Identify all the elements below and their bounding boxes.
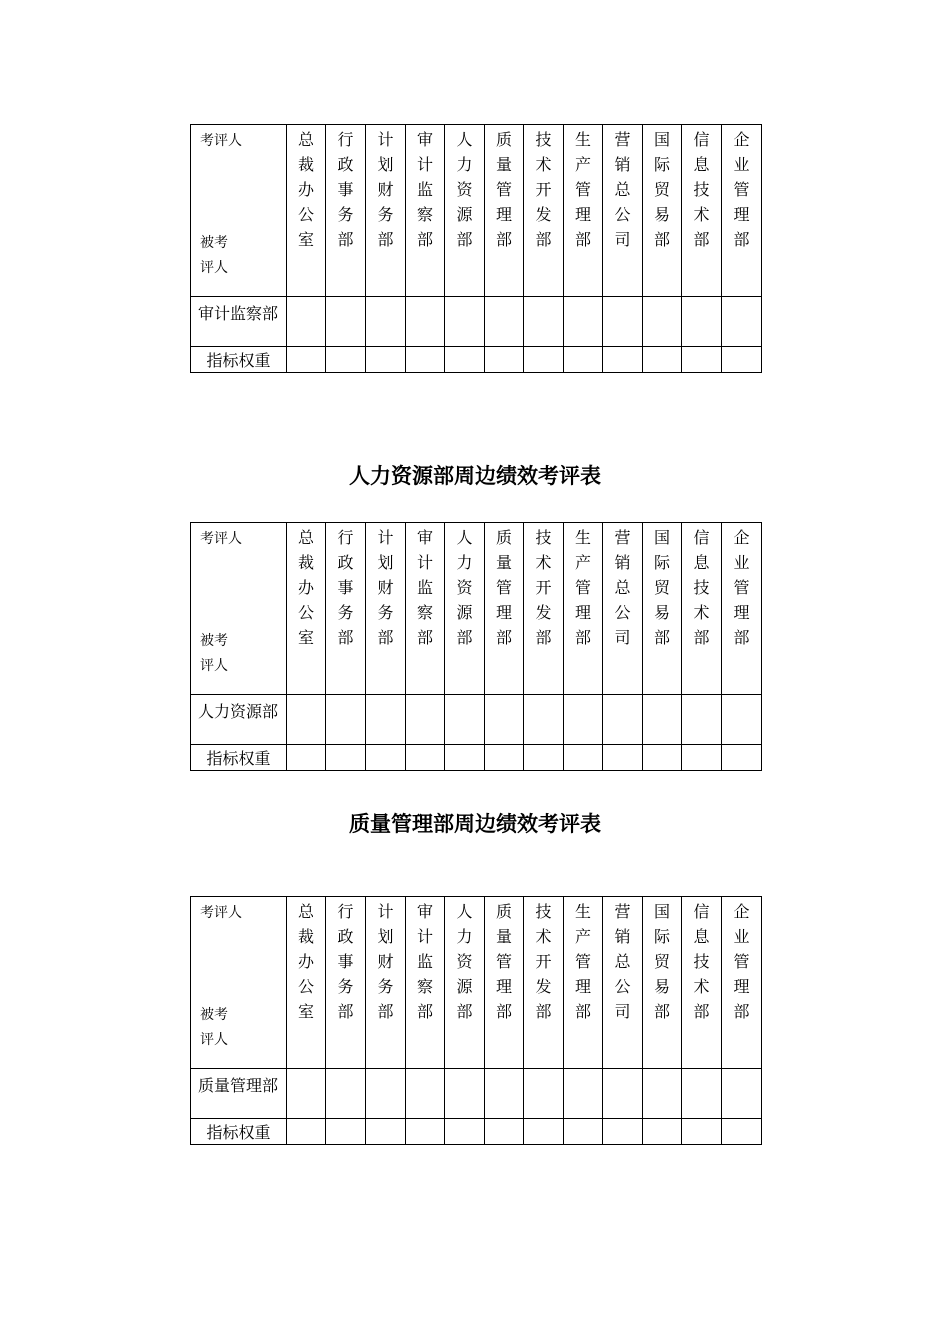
score-cell[interactable] [643, 297, 682, 347]
weight-cell[interactable] [326, 745, 366, 771]
department-name: 行 政 事 务 部 [337, 902, 354, 1021]
score-cell[interactable] [722, 1069, 762, 1119]
department-header-cell [485, 523, 524, 695]
department-header-cell [564, 125, 603, 297]
weight-row [191, 347, 762, 373]
department-header-cell [722, 897, 762, 1069]
department-name: 信 息 技 术 部 [693, 902, 710, 1021]
department-name: 营 销 总 公 司 [614, 902, 631, 1021]
department-header-cell [682, 897, 722, 1069]
evaluatee-label: 被考评人 [200, 1007, 228, 1048]
department-name: 人 力 资 源 部 [456, 130, 473, 249]
score-cell[interactable] [643, 1069, 682, 1119]
score-cell[interactable] [603, 1069, 643, 1119]
score-cell[interactable] [445, 1069, 485, 1119]
weight-cell[interactable] [564, 347, 603, 373]
evaluator-label: 考评人 [200, 133, 242, 149]
score-cell[interactable] [722, 695, 762, 745]
score-cell[interactable] [406, 297, 445, 347]
department-name: 人 力 资 源 部 [456, 902, 473, 1021]
department-header-cell [564, 897, 603, 1069]
department-header-cell [643, 125, 682, 297]
department-header-cell [603, 125, 643, 297]
department-name: 信 息 技 术 部 [693, 130, 710, 249]
weight-cell[interactable] [682, 745, 722, 771]
department-header-cell [366, 523, 406, 695]
department-name: 技 术 开 发 部 [535, 902, 552, 1021]
weight-cell[interactable] [445, 1119, 485, 1145]
score-cell[interactable] [603, 695, 643, 745]
weight-cell[interactable] [643, 1119, 682, 1145]
evaluatee-department: 质量管理部 [191, 1069, 287, 1119]
score-cell[interactable] [682, 695, 722, 745]
evaluation-table [190, 124, 762, 373]
weight-cell[interactable] [643, 347, 682, 373]
corner-header-cell [191, 523, 287, 695]
score-cell[interactable] [445, 695, 485, 745]
weight-cell[interactable] [445, 347, 485, 373]
weight-cell[interactable] [366, 347, 406, 373]
header-row [191, 897, 762, 1069]
weight-cell[interactable] [406, 745, 445, 771]
weight-cell[interactable] [603, 745, 643, 771]
department-header-cell [524, 897, 564, 1069]
department-header-cell [445, 897, 485, 1069]
evaluation-table [190, 896, 762, 1145]
evaluatee-row [191, 1069, 762, 1119]
department-name: 质 量 管 理 部 [495, 902, 512, 1021]
department-header-cell [643, 523, 682, 695]
evaluatee-row [191, 297, 762, 347]
weight-cell[interactable] [722, 347, 762, 373]
department-name: 企 业 管 理 部 [733, 130, 750, 249]
score-cell[interactable] [406, 1069, 445, 1119]
department-header-cell [287, 523, 326, 695]
department-header-cell [603, 523, 643, 695]
department-header-cell [326, 125, 366, 297]
score-cell[interactable] [326, 297, 366, 347]
weight-label: 指标权重 [191, 347, 287, 373]
department-name: 技 术 开 发 部 [535, 130, 552, 249]
department-name: 企 业 管 理 部 [733, 902, 750, 1021]
weight-cell[interactable] [287, 745, 326, 771]
department-name: 总 裁 办 公 室 [297, 130, 314, 249]
department-name: 企 业 管 理 部 [733, 528, 750, 647]
department-name: 计 划 财 务 部 [377, 528, 394, 647]
score-cell[interactable] [445, 297, 485, 347]
department-name: 人 力 资 源 部 [456, 528, 473, 647]
weight-cell[interactable] [722, 1119, 762, 1145]
weight-cell[interactable] [682, 1119, 722, 1145]
department-name: 生 产 管 理 部 [574, 528, 591, 647]
weight-cell[interactable] [326, 347, 366, 373]
score-cell[interactable] [406, 695, 445, 745]
weight-row [191, 1119, 762, 1145]
weight-cell[interactable] [564, 745, 603, 771]
department-header-cell [524, 523, 564, 695]
weight-cell[interactable] [326, 1119, 366, 1145]
header-row [191, 523, 762, 695]
weight-cell[interactable] [643, 745, 682, 771]
score-cell[interactable] [682, 1069, 722, 1119]
department-header-cell [603, 897, 643, 1069]
weight-cell[interactable] [485, 347, 524, 373]
weight-label: 指标权重 [191, 1119, 287, 1145]
department-header-cell [682, 125, 722, 297]
table-title: 人力资源部周边绩效考评表 [349, 463, 601, 488]
weight-cell[interactable] [524, 745, 564, 771]
score-cell[interactable] [524, 695, 564, 745]
department-name: 技 术 开 发 部 [535, 528, 552, 647]
department-header-cell [366, 897, 406, 1069]
department-name: 总 裁 办 公 室 [297, 528, 314, 647]
department-name: 行 政 事 务 部 [337, 130, 354, 249]
score-cell[interactable] [643, 695, 682, 745]
evaluatee-label: 被考评人 [200, 235, 228, 276]
score-cell[interactable] [326, 1069, 366, 1119]
score-cell[interactable] [564, 1069, 603, 1119]
score-cell[interactable] [603, 297, 643, 347]
score-cell[interactable] [485, 695, 524, 745]
department-header-cell [643, 897, 682, 1069]
department-name: 总 裁 办 公 室 [297, 902, 314, 1021]
department-name: 计 划 财 务 部 [377, 902, 394, 1021]
evaluatee-row [191, 695, 762, 745]
weight-cell[interactable] [564, 1119, 603, 1145]
score-cell[interactable] [524, 1069, 564, 1119]
weight-cell[interactable] [603, 1119, 643, 1145]
corner-header-cell [191, 125, 287, 297]
score-cell[interactable] [722, 297, 762, 347]
department-header-cell [406, 125, 445, 297]
evaluator-label: 考评人 [200, 531, 242, 547]
department-name: 信 息 技 术 部 [693, 528, 710, 647]
score-cell[interactable] [564, 297, 603, 347]
weight-cell[interactable] [366, 1119, 406, 1145]
department-name: 营 销 总 公 司 [614, 528, 631, 647]
department-name: 生 产 管 理 部 [574, 902, 591, 1021]
department-header-cell [445, 125, 485, 297]
department-name: 营 销 总 公 司 [614, 130, 631, 249]
department-header-cell [682, 523, 722, 695]
department-name: 国 际 贸 易 部 [653, 902, 670, 1021]
evaluatee-label: 被考评人 [200, 633, 228, 674]
score-cell[interactable] [366, 297, 406, 347]
corner-header-cell [191, 897, 287, 1069]
weight-cell[interactable] [406, 347, 445, 373]
evaluator-label: 考评人 [200, 905, 242, 921]
score-cell[interactable] [366, 1069, 406, 1119]
score-cell[interactable] [485, 1069, 524, 1119]
department-name: 国 际 贸 易 部 [653, 528, 670, 647]
department-header-cell [287, 125, 326, 297]
department-name: 质 量 管 理 部 [495, 130, 512, 249]
header-row [191, 125, 762, 297]
department-header-cell [485, 897, 524, 1069]
department-header-cell [485, 125, 524, 297]
table-title: 质量管理部周边绩效考评表 [349, 811, 601, 836]
weight-row [191, 745, 762, 771]
department-header-cell [406, 897, 445, 1069]
score-cell[interactable] [366, 695, 406, 745]
department-name: 生 产 管 理 部 [574, 130, 591, 249]
score-cell[interactable] [287, 1069, 326, 1119]
weight-cell[interactable] [524, 1119, 564, 1145]
department-name: 计 划 财 务 部 [377, 130, 394, 249]
department-header-cell [445, 523, 485, 695]
department-header-cell [326, 523, 366, 695]
department-header-cell [564, 523, 603, 695]
weight-cell[interactable] [524, 347, 564, 373]
evaluatee-department: 人力资源部 [191, 695, 287, 745]
department-name: 审 计 监 察 部 [416, 902, 433, 1021]
department-name: 审 计 监 察 部 [416, 130, 433, 249]
department-name: 质 量 管 理 部 [495, 528, 512, 647]
department-header-cell [722, 125, 762, 297]
department-header-cell [287, 897, 326, 1069]
score-cell[interactable] [287, 695, 326, 745]
evaluation-table [190, 522, 762, 771]
department-header-cell [722, 523, 762, 695]
score-cell[interactable] [524, 297, 564, 347]
weight-cell[interactable] [722, 745, 762, 771]
weight-cell[interactable] [366, 745, 406, 771]
department-header-cell [326, 897, 366, 1069]
weight-cell[interactable] [603, 347, 643, 373]
weight-cell[interactable] [485, 1119, 524, 1145]
department-name: 审 计 监 察 部 [416, 528, 433, 647]
evaluatee-department: 审计监察部 [191, 297, 287, 347]
score-cell[interactable] [564, 695, 603, 745]
weight-cell[interactable] [406, 1119, 445, 1145]
weight-cell[interactable] [445, 745, 485, 771]
weight-cell[interactable] [287, 1119, 326, 1145]
department-header-cell [524, 125, 564, 297]
department-name: 行 政 事 务 部 [337, 528, 354, 647]
weight-cell[interactable] [485, 745, 524, 771]
department-header-cell [406, 523, 445, 695]
department-header-cell [366, 125, 406, 297]
score-cell[interactable] [326, 695, 366, 745]
weight-cell[interactable] [287, 347, 326, 373]
score-cell[interactable] [485, 297, 524, 347]
score-cell[interactable] [287, 297, 326, 347]
department-name: 国 际 贸 易 部 [653, 130, 670, 249]
weight-cell[interactable] [682, 347, 722, 373]
weight-label: 指标权重 [191, 745, 287, 771]
score-cell[interactable] [682, 297, 722, 347]
